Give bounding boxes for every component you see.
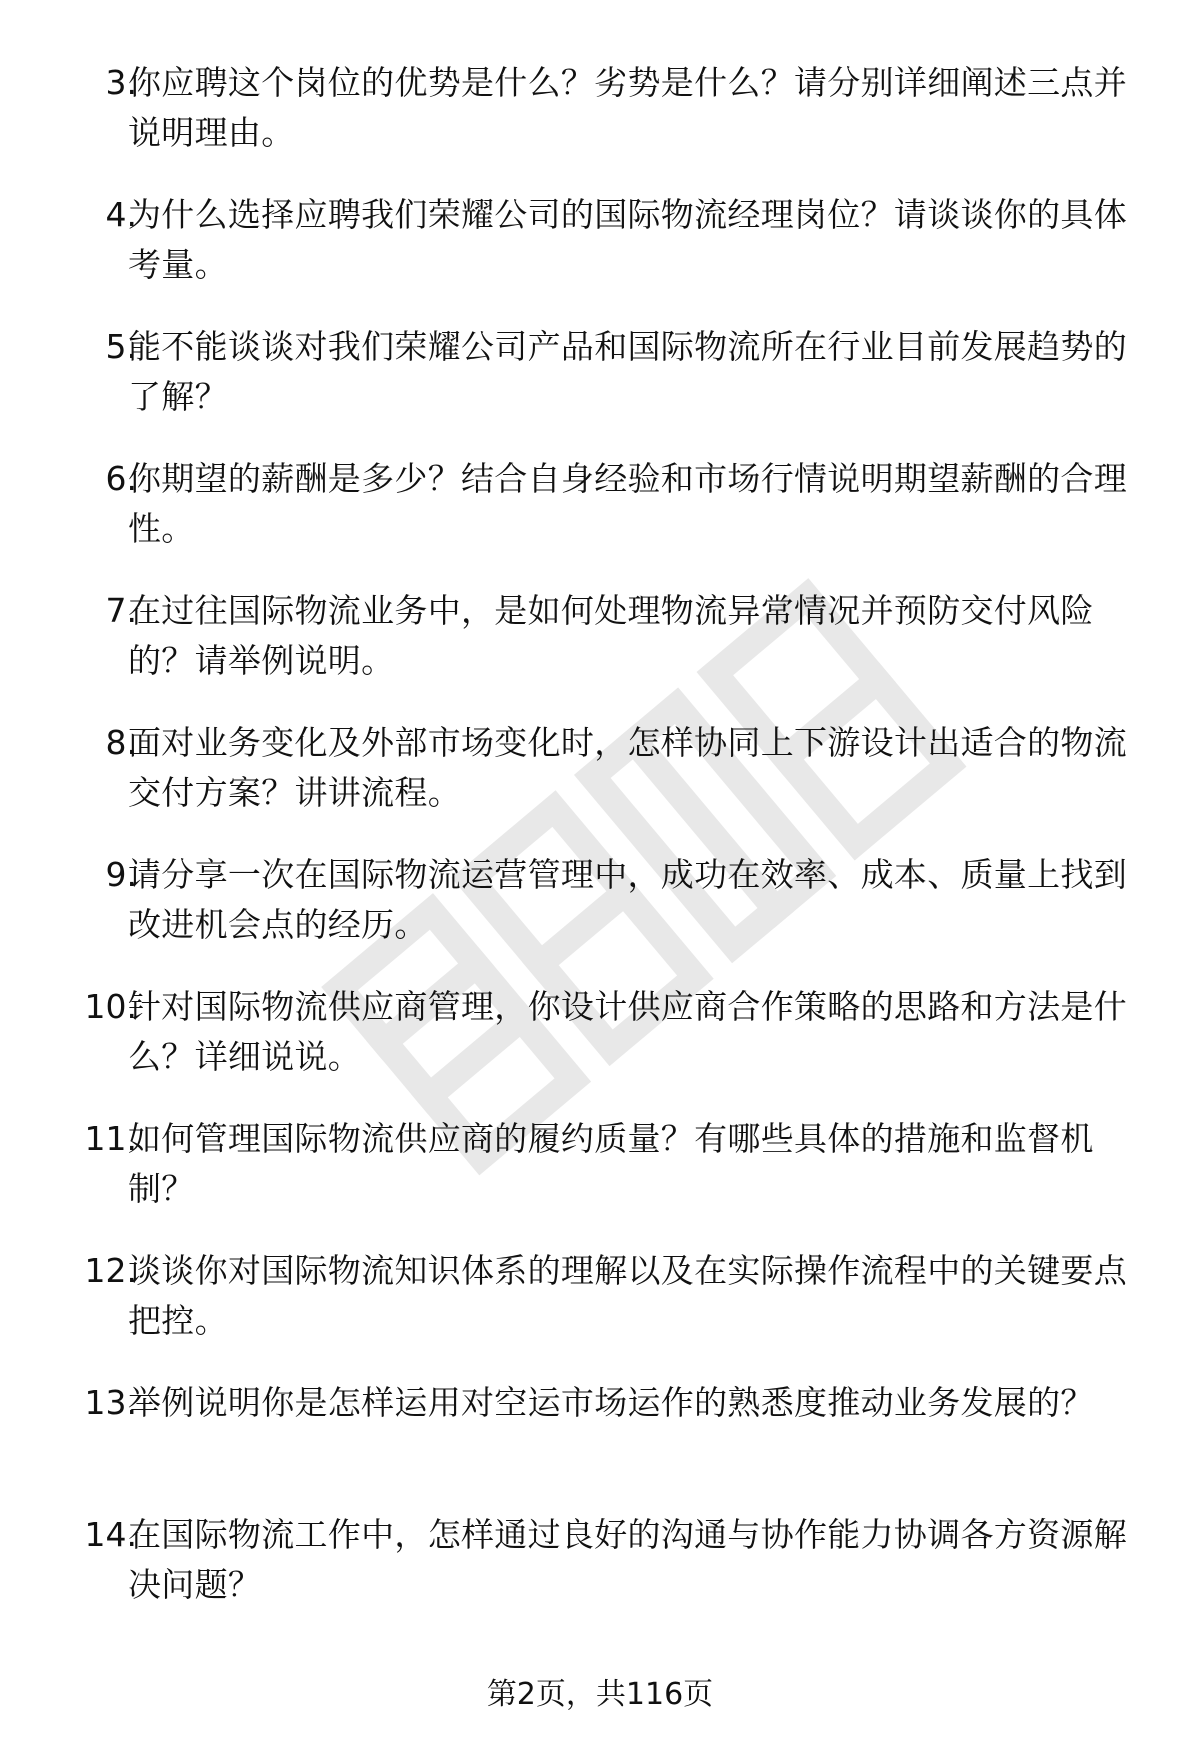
question-list <box>0 58 1200 1642</box>
question-number: 14. <box>84 1515 137 1554</box>
question-item <box>0 586 1200 718</box>
question-text: 面对业务变化及外部市场变化时，怎样协同上下游设计出适合的物流交付方案？讲讲流程。 <box>128 723 1127 812</box>
question-item <box>0 1378 1200 1510</box>
question-text: 能不能谈谈对我们荣耀公司产品和国际物流所在行业目前发展趋势的了解？ <box>128 327 1127 416</box>
question-item <box>0 982 1200 1114</box>
question-number: 12. <box>84 1251 137 1290</box>
question-item <box>0 190 1200 322</box>
question-number: 10. <box>84 987 137 1026</box>
question-text: 举例说明你是怎样运用对空运市场运作的熟悉度推动业务发展的？ <box>128 1383 1094 1422</box>
page-footer: 第2页，共116页 <box>486 1677 714 1712</box>
question-number: 9. <box>105 855 137 894</box>
question-text: 在过往国际物流业务中，是如何处理物流异常情况并预防交付风险的？请举例说明。 <box>128 591 1094 680</box>
question-item <box>0 850 1200 982</box>
question-number: 6. <box>105 459 137 498</box>
question-item <box>0 454 1200 586</box>
question-item <box>0 1510 1200 1642</box>
question-text: 如何管理国际物流供应商的履约质量？有哪些具体的措施和监督机制？ <box>128 1119 1094 1208</box>
question-item <box>0 1114 1200 1246</box>
question-text: 你应聘这个岗位的优势是什么？劣势是什么？请分别详细阐述三点并说明理由。 <box>128 63 1127 152</box>
question-number: 7. <box>105 591 137 630</box>
question-text: 谈谈你对国际物流知识体系的理解以及在实际操作流程中的关键要点把控。 <box>128 1251 1127 1340</box>
question-number: 3. <box>105 63 137 102</box>
question-item <box>0 1246 1200 1378</box>
question-text: 你期望的薪酬是多少？结合自身经验和市场行情说明期望薪酬的合理性。 <box>128 459 1127 548</box>
question-text: 针对国际物流供应商管理，你设计供应商合作策略的思路和方法是什么？详细说说。 <box>128 987 1127 1076</box>
question-number: 8. <box>105 723 137 762</box>
question-number: 5. <box>105 327 137 366</box>
question-text: 为什么选择应聘我们荣耀公司的国际物流经理岗位？请谈谈你的具体考量。 <box>128 195 1127 284</box>
question-number: 13. <box>84 1383 137 1422</box>
question-item <box>0 718 1200 850</box>
question-number: 11. <box>84 1119 137 1158</box>
question-text: 请分享一次在国际物流运营管理中，成功在效率、成本、质量上找到改进机会点的经历。 <box>128 855 1127 944</box>
question-item <box>0 322 1200 454</box>
question-item <box>0 58 1200 190</box>
question-text: 在国际物流工作中，怎样通过良好的沟通与协作能力协调各方资源解决问题？ <box>128 1515 1127 1604</box>
question-number: 4. <box>105 195 137 234</box>
